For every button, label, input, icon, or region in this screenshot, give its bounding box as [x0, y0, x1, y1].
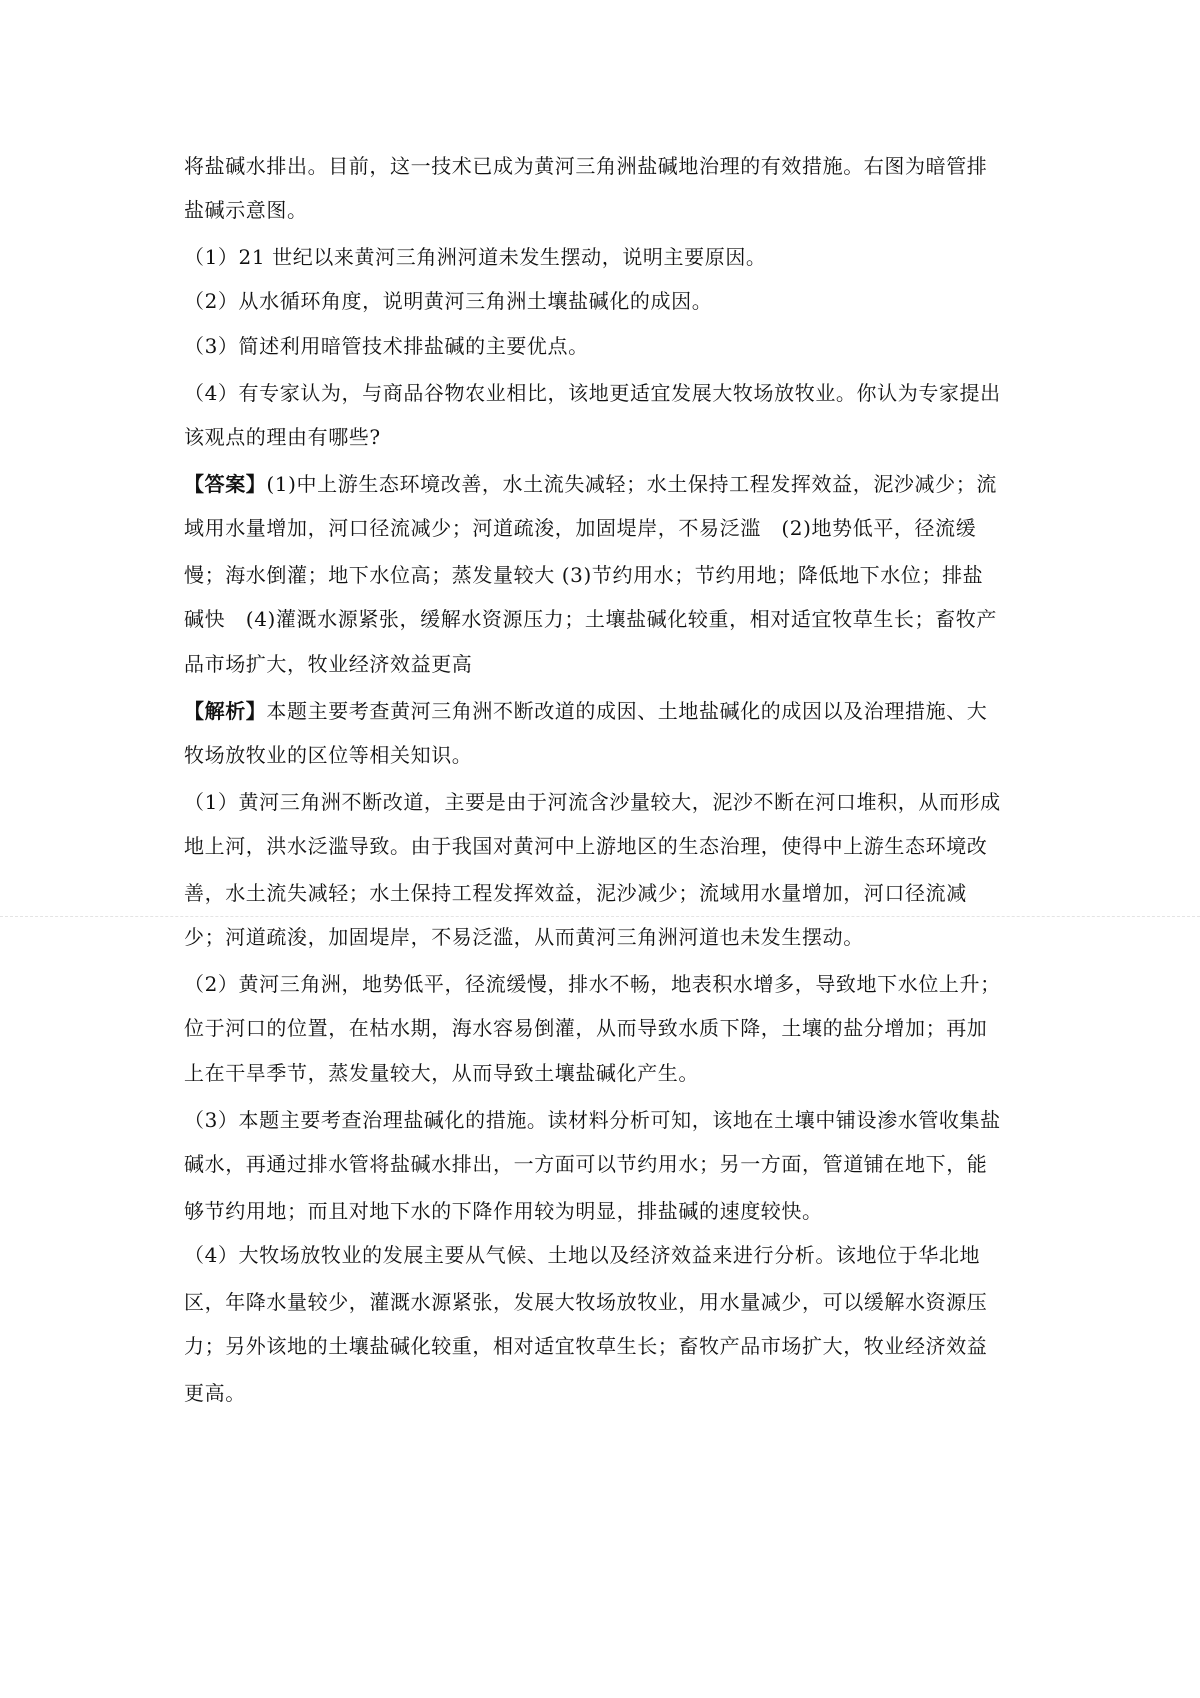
text-line: 碱水，再通过排水管将盐碱水排出，一方面可以节约用水；另一方面，管道铺在地下，能	[184, 1152, 988, 1176]
text-line: 域用水量增加，河口径流减少；河道疏浚，加固堤岸，不易泛滥 (2)地势低平，径流缓	[184, 516, 977, 540]
text-line: 该观点的理由有哪些?	[184, 425, 381, 449]
text-line: 地上河，洪水泛滥导致。由于我国对黄河中上游地区的生态治理，使得中上游生态环境改	[184, 834, 988, 858]
text-line: 位于河口的位置，在枯水期，海水容易倒灌，从而导致水质下降，土壤的盐分增加；再加	[184, 1016, 988, 1040]
text-line: 善，水土流失减轻；水土保持工程发挥效益，泥沙减少；流域用水量增加，河口径流减	[184, 881, 967, 905]
text-line: 更高。	[184, 1381, 246, 1405]
analysis-line	[184, 697, 987, 725]
text-line: 慢；海水倒灌；地下水位高；蒸发量较大 (3)节约用水；节约用地；降低地下水位；排盐	[184, 563, 984, 587]
text-line: 盐碱示意图。	[184, 198, 308, 222]
analysis-paragraph-3: （3）本题主要考查治理盐碱化的措施。读材料分析可知，该地在土壤中铺设渗水管收集盐	[184, 1108, 1001, 1132]
analysis-text: 本题主要考查黄河三角洲不断改道的成因、土地盐碱化的成因以及治理措施、大	[266, 699, 988, 723]
text-line: 够节约用地；而且对地下水的下降作用较为明显，排盐碱的速度较快。	[184, 1199, 823, 1223]
text-line: 品市场扩大，牧业经济效益更高	[184, 652, 473, 676]
analysis-paragraph-4: （4）大牧场放牧业的发展主要从气候、土地以及经济效益来进行分析。该地位于华北地	[184, 1243, 981, 1267]
text-line: 区，年降水量较少，灌溉水源紧张，发展大牧场放牧业，用水量减少，可以缓解水资源压	[184, 1290, 988, 1314]
question-2: （2）从水循环角度，说明黄河三角洲土壤盐碱化的成因。	[184, 289, 713, 313]
answer-line	[184, 470, 997, 498]
text-line: 碱快 (4)灌溉水源紧张，缓解水资源压力；土壤盐碱化较重，相对适宜牧草生长；畜牧产	[184, 607, 997, 631]
analysis-paragraph-1: （1）黄河三角洲不断改道，主要是由于河流含沙量较大，泥沙不断在河口堆积，从而形成	[184, 790, 1001, 814]
analysis-tag: 【解析】	[184, 699, 267, 723]
text-line: 牧场放牧业的区位等相关知识。	[184, 743, 473, 767]
text-line: 少；河道疏浚，加固堤岸，不易泛滥，从而黄河三角洲河道也未发生摆动。	[184, 925, 864, 949]
question-3: （3）简述利用暗管技术排盐碱的主要优点。	[184, 334, 589, 358]
answer-text: (1)中上游生态环境改善，水土流失减轻；水土保持工程发挥效益，泥沙减少；流	[266, 472, 997, 496]
text-line: 将盐碱水排出。目前，这一技术已成为黄河三角洲盐碱地治理的有效措施。右图为暗管排	[184, 154, 988, 178]
analysis-paragraph-2: （2）黄河三角洲，地势低平，径流缓慢，排水不畅，地表积水增多，导致地下水位上升；	[184, 972, 1001, 996]
question-4: （4）有专家认为，与商品谷物农业相比，该地更适宜发展大牧场放牧业。你认为专家提出	[184, 381, 1001, 405]
page-divider	[0, 916, 1200, 917]
text-line: 力；另外该地的土壤盐碱化较重，相对适宜牧草生长；畜牧产品市场扩大，牧业经济效益	[184, 1334, 988, 1358]
text-line: 上在干旱季节，蒸发量较大，从而导致土壤盐碱化产生。	[184, 1061, 699, 1085]
question-1: （1）21 世纪以来黄河三角洲河道未发生摆动，说明主要原因。	[184, 245, 767, 269]
answer-tag: 【答案】	[184, 472, 267, 496]
